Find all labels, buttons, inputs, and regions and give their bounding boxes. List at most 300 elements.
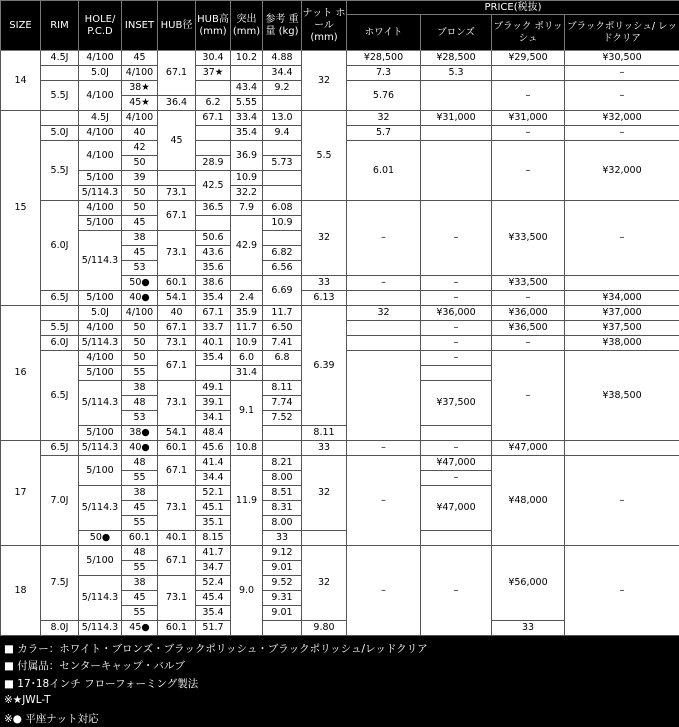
spec-cell: 50 <box>122 201 158 216</box>
spec-cell: 45 <box>158 111 196 171</box>
spec-cell: ¥32,000 <box>565 111 679 126</box>
spec-cell: 4/100 <box>122 66 158 81</box>
spec-cell: 32 <box>302 51 347 111</box>
spec-cell: – <box>421 201 492 276</box>
spec-cell: 8.00 <box>263 471 302 486</box>
spec-cell: ¥33,500 <box>492 276 565 291</box>
spec-cell: 73.1 <box>158 336 196 351</box>
spec-cell: – <box>492 351 565 441</box>
spec-cell: 9.31 <box>263 591 302 606</box>
spec-cell: 7.5J <box>41 546 79 621</box>
spec-cell: 32.2 <box>231 186 263 201</box>
spec-cell: 67.1 <box>158 546 196 576</box>
spec-cell: ¥56,000 <box>492 546 565 621</box>
spec-cell: – <box>565 201 679 276</box>
spec-cell: 41.7 <box>196 546 231 561</box>
spec-cell: 48 <box>122 546 158 561</box>
spec-cell: – <box>421 321 492 336</box>
spec-cell: 5.3 <box>421 66 492 81</box>
spec-cell: 5.73 <box>263 156 302 171</box>
spec-cell: 67.1 <box>196 111 231 126</box>
spec-cell: 55 <box>122 516 158 531</box>
spec-cell: 33 <box>302 276 347 291</box>
spec-cell: 38.6 <box>196 276 231 291</box>
spec-cell: 8.31 <box>263 501 302 516</box>
spec-cell: ¥36,000 <box>492 306 565 321</box>
spec-cell: 4/100 <box>122 306 158 321</box>
spec-cell: 34.7 <box>196 561 231 576</box>
spec-cell: 35.6 <box>196 261 231 276</box>
spec-cell: 5/114.3 <box>79 381 122 426</box>
spec-cell: 5/114.3 <box>79 621 122 636</box>
spec-cell: 8.0J <box>41 621 79 636</box>
spec-cell: 8.00 <box>263 516 302 531</box>
spec-cell: 48.4 <box>196 426 231 441</box>
spec-cell: 32 <box>302 456 347 531</box>
spec-cell: 9.1 <box>231 381 263 441</box>
spec-cell: 45.6 <box>196 441 231 456</box>
spec-cell: ¥47,000 <box>492 441 565 456</box>
spec-cell: ¥37,500 <box>421 381 492 426</box>
spec-cell: 9.80 <box>302 621 347 636</box>
spec-cell: 5.7 <box>347 126 421 141</box>
size-cell: 16 <box>1 306 41 441</box>
spec-cell <box>421 126 492 141</box>
spec-cell: 73.1 <box>158 486 196 531</box>
spec-cell: 37★ <box>196 66 231 81</box>
spec-cell: – <box>421 471 492 486</box>
spec-cell: 38★ <box>122 81 158 96</box>
spec-cell: – <box>565 126 679 141</box>
spec-cell: 5.5J <box>41 141 79 201</box>
spec-cell: 55 <box>122 561 158 576</box>
spec-cell: 4/100 <box>79 126 122 141</box>
spec-cell: 42 <box>122 141 158 156</box>
spec-cell: 4/100 <box>79 201 122 216</box>
spec-cell: 50● <box>122 276 158 291</box>
size-cell: 15 <box>1 111 41 306</box>
spec-cell: 35.4 <box>196 351 231 366</box>
spec-cell: 10.9 <box>231 336 263 351</box>
spec-cell: 6.13 <box>302 291 347 306</box>
spec-cell: 7.0J <box>41 456 79 546</box>
spec-cell: – <box>421 276 492 291</box>
spec-cell: 54.1 <box>158 426 196 441</box>
spec-cell: 5.0J <box>79 306 122 321</box>
spec-cell: ¥33,500 <box>492 201 565 276</box>
spec-cell: 4/100 <box>79 81 122 111</box>
spec-cell <box>41 111 79 126</box>
header-black-polish: ブラック ポリッシュ <box>492 15 565 51</box>
header-weight: 参考 重量 (kg) <box>263 1 302 51</box>
spec-cell: 6.5J <box>41 441 79 456</box>
spec-cell: ¥28,500 <box>421 51 492 66</box>
spec-cell: ¥36,000 <box>421 306 492 321</box>
spec-cell: 8.11 <box>302 426 347 441</box>
spec-cell <box>196 141 231 156</box>
spec-cell: 6.50 <box>263 321 302 336</box>
spec-cell: 9.4 <box>263 126 302 141</box>
spec-cell: 36.5 <box>196 201 231 216</box>
spec-cell: ¥38,000 <box>565 336 679 351</box>
spec-cell: – <box>347 201 421 276</box>
spec-cell <box>263 441 302 456</box>
spec-cell: 10.8 <box>231 441 263 456</box>
header-rim: RIM <box>41 1 79 51</box>
table-row <box>1 201 679 216</box>
header-protrusion: 突出 (mm) <box>231 1 263 51</box>
spec-cell <box>231 276 263 291</box>
spec-cell: ¥36,500 <box>492 321 565 336</box>
spec-cell: 35.1 <box>196 516 231 531</box>
spec-cell: – <box>565 81 679 111</box>
spec-cell: 6.8 <box>263 351 302 366</box>
spec-cell: 40 <box>158 306 196 321</box>
spec-cell: 32 <box>347 306 421 321</box>
spec-cell: 54.1 <box>158 291 196 306</box>
spec-cell <box>196 216 231 231</box>
spec-cell <box>263 426 302 441</box>
spec-cell: 45.4 <box>196 591 231 606</box>
spec-cell: 5/114.3 <box>79 576 122 621</box>
spec-cell: 31.4 <box>231 366 263 381</box>
spec-cell <box>196 366 231 381</box>
spec-cell: 42.5 <box>196 171 231 201</box>
spec-cell <box>347 321 421 336</box>
spec-cell: 6.0J <box>41 201 79 291</box>
footnote-accessories: ■ 付属品：センターキャップ・バルブ <box>4 660 185 672</box>
spec-cell: 40● <box>122 441 158 456</box>
spec-cell: 10.9 <box>231 171 263 186</box>
spec-cell: 5.76 <box>347 81 421 111</box>
spec-cell: 4.88 <box>263 51 302 66</box>
spec-cell: ¥34,000 <box>565 291 679 306</box>
spec-cell: 5/100 <box>79 546 122 576</box>
spec-cell: 7.9 <box>231 201 263 216</box>
spec-cell: 45● <box>122 621 158 636</box>
spec-cell: 5/100 <box>79 171 122 186</box>
spec-cell: – <box>421 351 492 366</box>
spec-cell: 5/100 <box>79 216 122 231</box>
spec-cell: 50 <box>122 351 158 366</box>
spec-cell: 40● <box>122 291 158 306</box>
spec-cell: 6.08 <box>263 201 302 216</box>
spec-cell: 39 <box>122 171 158 186</box>
spec-cell: 7.74 <box>263 396 302 411</box>
spec-cell: 33.4 <box>231 111 263 126</box>
spec-cell: 32 <box>302 546 347 621</box>
spec-cell: 50 <box>122 336 158 351</box>
spec-cell: – <box>492 291 565 306</box>
spec-cell: 9.01 <box>263 606 302 621</box>
spec-cell: 73.1 <box>158 576 196 621</box>
spec-cell <box>492 66 565 81</box>
spec-cell: 5/114.3 <box>79 336 122 351</box>
spec-cell: 6.5J <box>41 351 79 441</box>
spec-cell: 5.55 <box>231 96 263 111</box>
spec-cell: 50 <box>122 156 158 171</box>
spec-cell: 4/100 <box>79 141 122 171</box>
spec-cell: 11.7 <box>231 321 263 336</box>
spec-cell: 9.12 <box>263 546 302 561</box>
spec-cell: ¥47,000 <box>421 456 492 471</box>
spec-cell: ¥28,500 <box>347 51 421 66</box>
size-cell: 14 <box>1 51 41 111</box>
spec-cell: – <box>492 126 565 141</box>
spec-cell: 4/100 <box>79 321 122 336</box>
spec-cell <box>263 141 302 156</box>
spec-cell: – <box>421 291 492 306</box>
spec-cell: 41.4 <box>196 456 231 471</box>
spec-cell: 67.1 <box>158 351 196 381</box>
spec-cell: 67.1 <box>158 51 196 96</box>
footnote-flow-forming: ■ 17･18インチ フローフォーミング製法 <box>4 678 199 690</box>
spec-cell <box>158 171 196 186</box>
header-hub-dia: HUB径 <box>158 1 196 51</box>
spec-cell: 6.01 <box>347 141 421 201</box>
header-bronze: ブロンズ <box>421 15 492 51</box>
spec-cell: 35.9 <box>231 306 263 321</box>
spec-cell: 6.82 <box>263 246 302 261</box>
spec-cell: 11.7 <box>263 306 302 321</box>
spec-cell: 39.1 <box>196 396 231 411</box>
spec-cell: 38 <box>122 381 158 396</box>
spec-cell: 45★ <box>122 96 158 111</box>
spec-cell: – <box>492 141 565 201</box>
spec-cell: ¥48,000 <box>492 456 565 546</box>
spec-cell: ¥37,500 <box>565 321 679 336</box>
header-hub-height: HUB高 (mm) <box>196 1 231 51</box>
spec-cell: 45.1 <box>196 501 231 516</box>
spec-cell: – <box>421 546 492 636</box>
spec-cell: 9.01 <box>263 561 302 576</box>
spec-cell <box>421 81 492 111</box>
spec-cell: 50● <box>79 531 122 546</box>
spec-cell: 13.0 <box>263 111 302 126</box>
spec-cell: 4.5J <box>79 111 122 126</box>
header-black-polish-red: ブラックポリッシュ/ レッドクリア <box>565 15 679 51</box>
spec-cell: 34.4 <box>196 471 231 486</box>
spec-cell: 48 <box>122 456 158 471</box>
spec-cell: ¥30,500 <box>565 51 679 66</box>
spec-cell: 40.1 <box>158 531 196 546</box>
spec-cell: 45 <box>122 591 158 606</box>
spec-cell <box>347 291 421 306</box>
spec-cell: ¥31,000 <box>492 111 565 126</box>
footnotes <box>0 637 679 727</box>
spec-cell: 7.52 <box>263 411 302 426</box>
spec-cell: 43.4 <box>231 81 263 96</box>
spec-cell: 5.5J <box>41 321 79 336</box>
spec-cell: 60.1 <box>158 276 196 291</box>
spec-cell <box>347 336 421 351</box>
spec-cell: – <box>347 276 421 291</box>
spec-cell: 36.9 <box>231 141 263 171</box>
header-price: PRICE(税抜) <box>347 1 679 15</box>
spec-cell: 33 <box>492 621 565 636</box>
spec-cell: 38● <box>122 426 158 441</box>
spec-cell: 42.9 <box>231 216 263 276</box>
spec-cell <box>347 351 421 441</box>
footnote-jwlt: ※★JWL-T <box>4 694 51 706</box>
spec-cell: – <box>565 546 679 636</box>
spec-cell <box>263 621 302 636</box>
spec-cell: 55 <box>122 606 158 621</box>
spec-cell: – <box>492 336 565 351</box>
spec-cell: 50 <box>122 321 158 336</box>
footnote-flat-nut: ※● 平座ナット対応 <box>4 713 99 725</box>
spec-cell: 32 <box>302 201 347 276</box>
spec-cell: 50.6 <box>196 231 231 246</box>
spec-cell <box>41 306 79 321</box>
spec-table-body <box>1 51 679 636</box>
table-row <box>1 111 679 126</box>
spec-cell: 6.56 <box>263 261 302 276</box>
spec-cell: 4/100 <box>79 51 122 66</box>
spec-cell: 36.4 <box>158 96 196 111</box>
spec-cell: – <box>421 336 492 351</box>
spec-cell: 52.1 <box>196 486 231 501</box>
header-nut-hole: ナット ホール (mm) <box>302 1 347 51</box>
spec-cell: 35.4 <box>231 126 263 141</box>
spec-cell <box>263 366 302 381</box>
spec-cell: – <box>565 456 679 546</box>
spec-cell: – <box>421 441 492 456</box>
spec-cell: 5.0J <box>41 126 79 141</box>
size-cell: 17 <box>1 441 41 546</box>
spec-cell: 40 <box>122 126 158 141</box>
spec-cell: 5/100 <box>79 426 122 441</box>
spec-cell: 35.4 <box>196 291 231 306</box>
spec-cell: 49.1 <box>196 381 231 396</box>
spec-cell: 45 <box>122 246 158 261</box>
spec-cell <box>196 81 231 96</box>
spec-cell: 38 <box>122 576 158 591</box>
spec-cell: 5/100 <box>79 291 122 306</box>
spec-cell: 6.0J <box>41 336 79 351</box>
spec-cell <box>231 66 263 81</box>
spec-cell: 11.9 <box>231 456 263 546</box>
spec-cell: 9.52 <box>263 576 302 591</box>
spec-cell: 45 <box>122 51 158 66</box>
spec-cell: ¥38,500 <box>565 351 679 441</box>
spec-cell: ¥37,000 <box>565 306 679 321</box>
spec-cell <box>196 126 231 141</box>
spec-cell: ¥31,000 <box>421 111 492 126</box>
spec-cell: 55 <box>122 366 158 381</box>
table-row <box>1 291 679 306</box>
spec-cell: 67.1 <box>158 456 196 486</box>
spec-cell: 55 <box>122 471 158 486</box>
spec-cell: 48 <box>122 396 158 411</box>
spec-cell: – <box>492 81 565 111</box>
spec-cell: 35.4 <box>196 606 231 621</box>
spec-cell: ¥32,000 <box>565 141 679 201</box>
spec-cell: 5/114.3 <box>79 186 122 201</box>
spec-cell: 6.5J <box>41 291 79 306</box>
spec-cell: 6.69 <box>263 276 302 306</box>
spec-cell: 73.1 <box>158 186 196 201</box>
spec-cell: – <box>347 441 421 456</box>
table-row <box>1 441 679 456</box>
spec-cell <box>263 231 302 246</box>
spec-cell: 30.4 <box>196 51 231 66</box>
spec-cell: 51.7 <box>196 621 231 636</box>
spec-cell: 10.2 <box>231 51 263 66</box>
spec-cell: 7.3 <box>347 66 421 81</box>
spec-cell: 5/114.3 <box>79 231 122 291</box>
spec-cell: – <box>347 546 421 636</box>
spec-cell: 8.15 <box>196 531 231 546</box>
spec-cell: 6.2 <box>196 96 231 111</box>
spec-cell: 5/114.3 <box>79 486 122 531</box>
spec-cell: 9.2 <box>263 81 302 96</box>
spec-cell: 32 <box>347 111 421 126</box>
spec-cell: 34.1 <box>196 411 231 426</box>
spec-cell: 5/100 <box>79 456 122 486</box>
spec-cell: 5.0J <box>79 66 122 81</box>
size-cell: 18 <box>1 546 41 636</box>
footnote-color: ■ カラー：ホワイト・ブロンズ・ブラックポリッシュ・ブラックポリッシュ/レッドクリア <box>4 643 428 655</box>
spec-cell: 5.5J <box>41 81 79 111</box>
header-hole-pcd: HOLE/ P.C.D <box>79 1 122 51</box>
spec-cell: 45 <box>122 501 158 516</box>
spec-cell: 4/100 <box>79 351 122 366</box>
spec-cell: 67.1 <box>158 321 196 336</box>
table-row <box>1 456 679 471</box>
table-row <box>1 306 679 321</box>
spec-cell: 28.9 <box>196 156 231 171</box>
table-row <box>1 546 679 561</box>
spec-cell: – <box>347 456 421 546</box>
spec-cell: 52.4 <box>196 576 231 591</box>
header-size: SIZE <box>1 1 41 51</box>
spec-cell: ¥29,500 <box>492 51 565 66</box>
spec-cell: 8.11 <box>263 381 302 396</box>
spec-cell: 38 <box>122 231 158 246</box>
spec-cell: 6.39 <box>302 306 347 426</box>
spec-cell: 53 <box>122 261 158 276</box>
spec-cell: 5/100 <box>79 366 122 381</box>
spec-cell: 60.1 <box>158 441 196 456</box>
spec-cell: 67.1 <box>158 201 196 231</box>
spec-cell: 8.21 <box>263 456 302 471</box>
spec-cell: 33.7 <box>196 321 231 336</box>
spec-cell: ¥47,000 <box>421 486 492 531</box>
header-inset: INSET <box>122 1 158 51</box>
spec-cell <box>41 66 79 81</box>
spec-cell: 4/100 <box>122 111 158 126</box>
spec-cell: 9.0 <box>231 546 263 636</box>
table-row <box>1 51 679 66</box>
spec-cell: 7.41 <box>263 336 302 351</box>
spec-cell: 73.1 <box>158 231 196 276</box>
spec-cell <box>421 141 492 201</box>
spec-cell: 4.5J <box>41 51 79 66</box>
spec-cell <box>263 186 302 201</box>
spec-cell: 6.0 <box>231 351 263 366</box>
spec-cell: 5/114.3 <box>79 441 122 456</box>
spec-cell: 73.1 <box>158 381 196 426</box>
spec-cell: 50 <box>122 186 158 201</box>
spec-cell: 33 <box>263 531 302 546</box>
spec-cell: 5.5 <box>302 111 347 201</box>
spec-cell: – <box>565 66 679 81</box>
spec-cell: 53 <box>122 411 158 426</box>
spec-cell: 60.1 <box>122 531 158 546</box>
spec-cell: 10.9 <box>263 216 302 231</box>
spec-cell: 2.4 <box>231 291 263 306</box>
